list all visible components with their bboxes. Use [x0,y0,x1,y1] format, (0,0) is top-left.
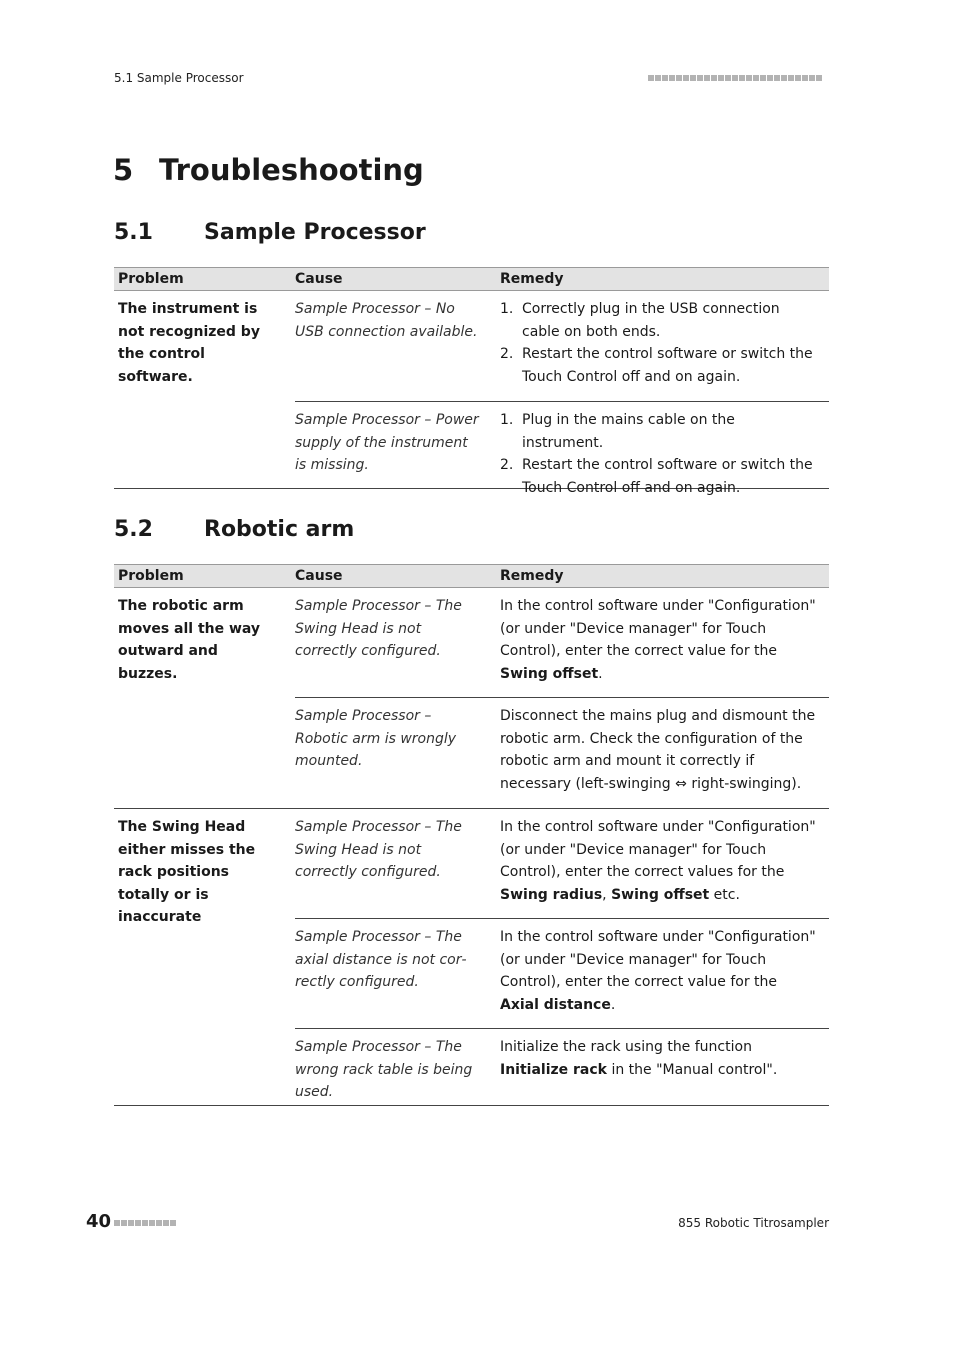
cause-remedy-row [295,1028,829,1105]
cause-remedy-row [295,697,829,808]
column-header-remedy: Remedy [500,568,564,584]
column-header-cause: Cause [295,271,343,287]
remedy-text: Initialize the rack using the function Initialize rack in the "Manual control". [500,1039,778,1078]
section-title: Sample Processor [204,220,426,245]
cause-remedy-row [295,918,829,1028]
problem-group [114,291,829,496]
column-header-remedy: Remedy [500,271,564,287]
remedy-text: In the control software under "Configuration" (or under "Device manager" for Touch Control), enter the correct value for the Swing offset. [500,598,816,682]
cause-text: Sample Processor – Robotic arm is wrongly mounted. [295,708,457,769]
section-title: Robotic arm [204,517,355,542]
remedy-step: 1. Correctly plug in the USB connection cable on both ends. [500,301,780,340]
problem-text: The robotic arm moves all the way outward and buzzes. [118,598,261,682]
remedy-step: 2. Restart the control software or switch the Touch Control off and on again. [500,346,813,385]
cause-text: Sample Processor – The wrong rack table is being used. [295,1039,473,1100]
footer-decoration [114,1220,176,1226]
remedy-text: In the control software under "Configuration" (or under "Device manager" for Touch Control), enter the correct values for the Swing radius, Swing offset etc. [500,819,816,903]
cause-text: Sample Processor – The axial distance is not correctly configured. [295,929,467,990]
remedy-text: In the control software under "Configuration" (or under "Device manager" for Touch Control), enter the correct value for the Axial distance. [500,929,816,1013]
column-header-problem: Problem [118,568,184,584]
cause-text: Sample Processor – No USB connection available. [295,301,478,340]
section-heading [114,218,426,248]
cause-remedy-row [295,809,829,918]
problem-text: The Swing Head either misses the rack positions totally or is inaccurate [118,819,256,925]
column-header-cause: Cause [295,568,343,584]
troubleshooting-table [114,564,829,1106]
page-number: 40 [86,1211,112,1232]
remedy-step: 2. Restart the control software or switch the Touch Control off and on again. [500,457,813,496]
troubleshooting-table [114,267,829,496]
table-header [114,564,829,588]
problem-text: The instrument is not recognized by the control software. [118,301,260,385]
cause-text: Sample Processor – Power supply of the instrument is missing. [295,412,479,473]
header-section-ref: 5.1 Sample Processor [114,71,244,85]
remedy-step: 1. Plug in the mains cable on the instrument. [500,412,735,451]
table-header [114,267,829,291]
cause-remedy-row [295,291,829,401]
remedy-steps [500,298,820,388]
header-decoration [648,75,822,81]
cause-text: Sample Processor – The Swing Head is not correctly configured. [295,598,462,659]
cause-remedy-row [295,588,829,697]
section-number: 5.1 [114,220,153,245]
problem-group [114,809,829,1106]
remedy-steps [500,409,820,499]
footer-product-name: 855 Robotic Titrosampler [678,1216,829,1230]
cause-text: Sample Processor – The Swing Head is not correctly configured. [295,819,462,880]
problem-group [114,588,829,809]
chapter-heading [113,150,424,190]
chapter-number: 5 [113,153,134,187]
section-number: 5.2 [114,517,153,542]
column-header-problem: Problem [118,271,184,287]
chapter-title: Troubleshooting [159,153,424,187]
cause-remedy-row [295,401,829,496]
section-heading [114,515,354,545]
remedy-text: Disconnect the mains plug and dismount the robotic arm. Check the configuration of the robotic arm and mount it correctly if necessary (left-swinging ⇔ right-swinging). [500,708,816,792]
